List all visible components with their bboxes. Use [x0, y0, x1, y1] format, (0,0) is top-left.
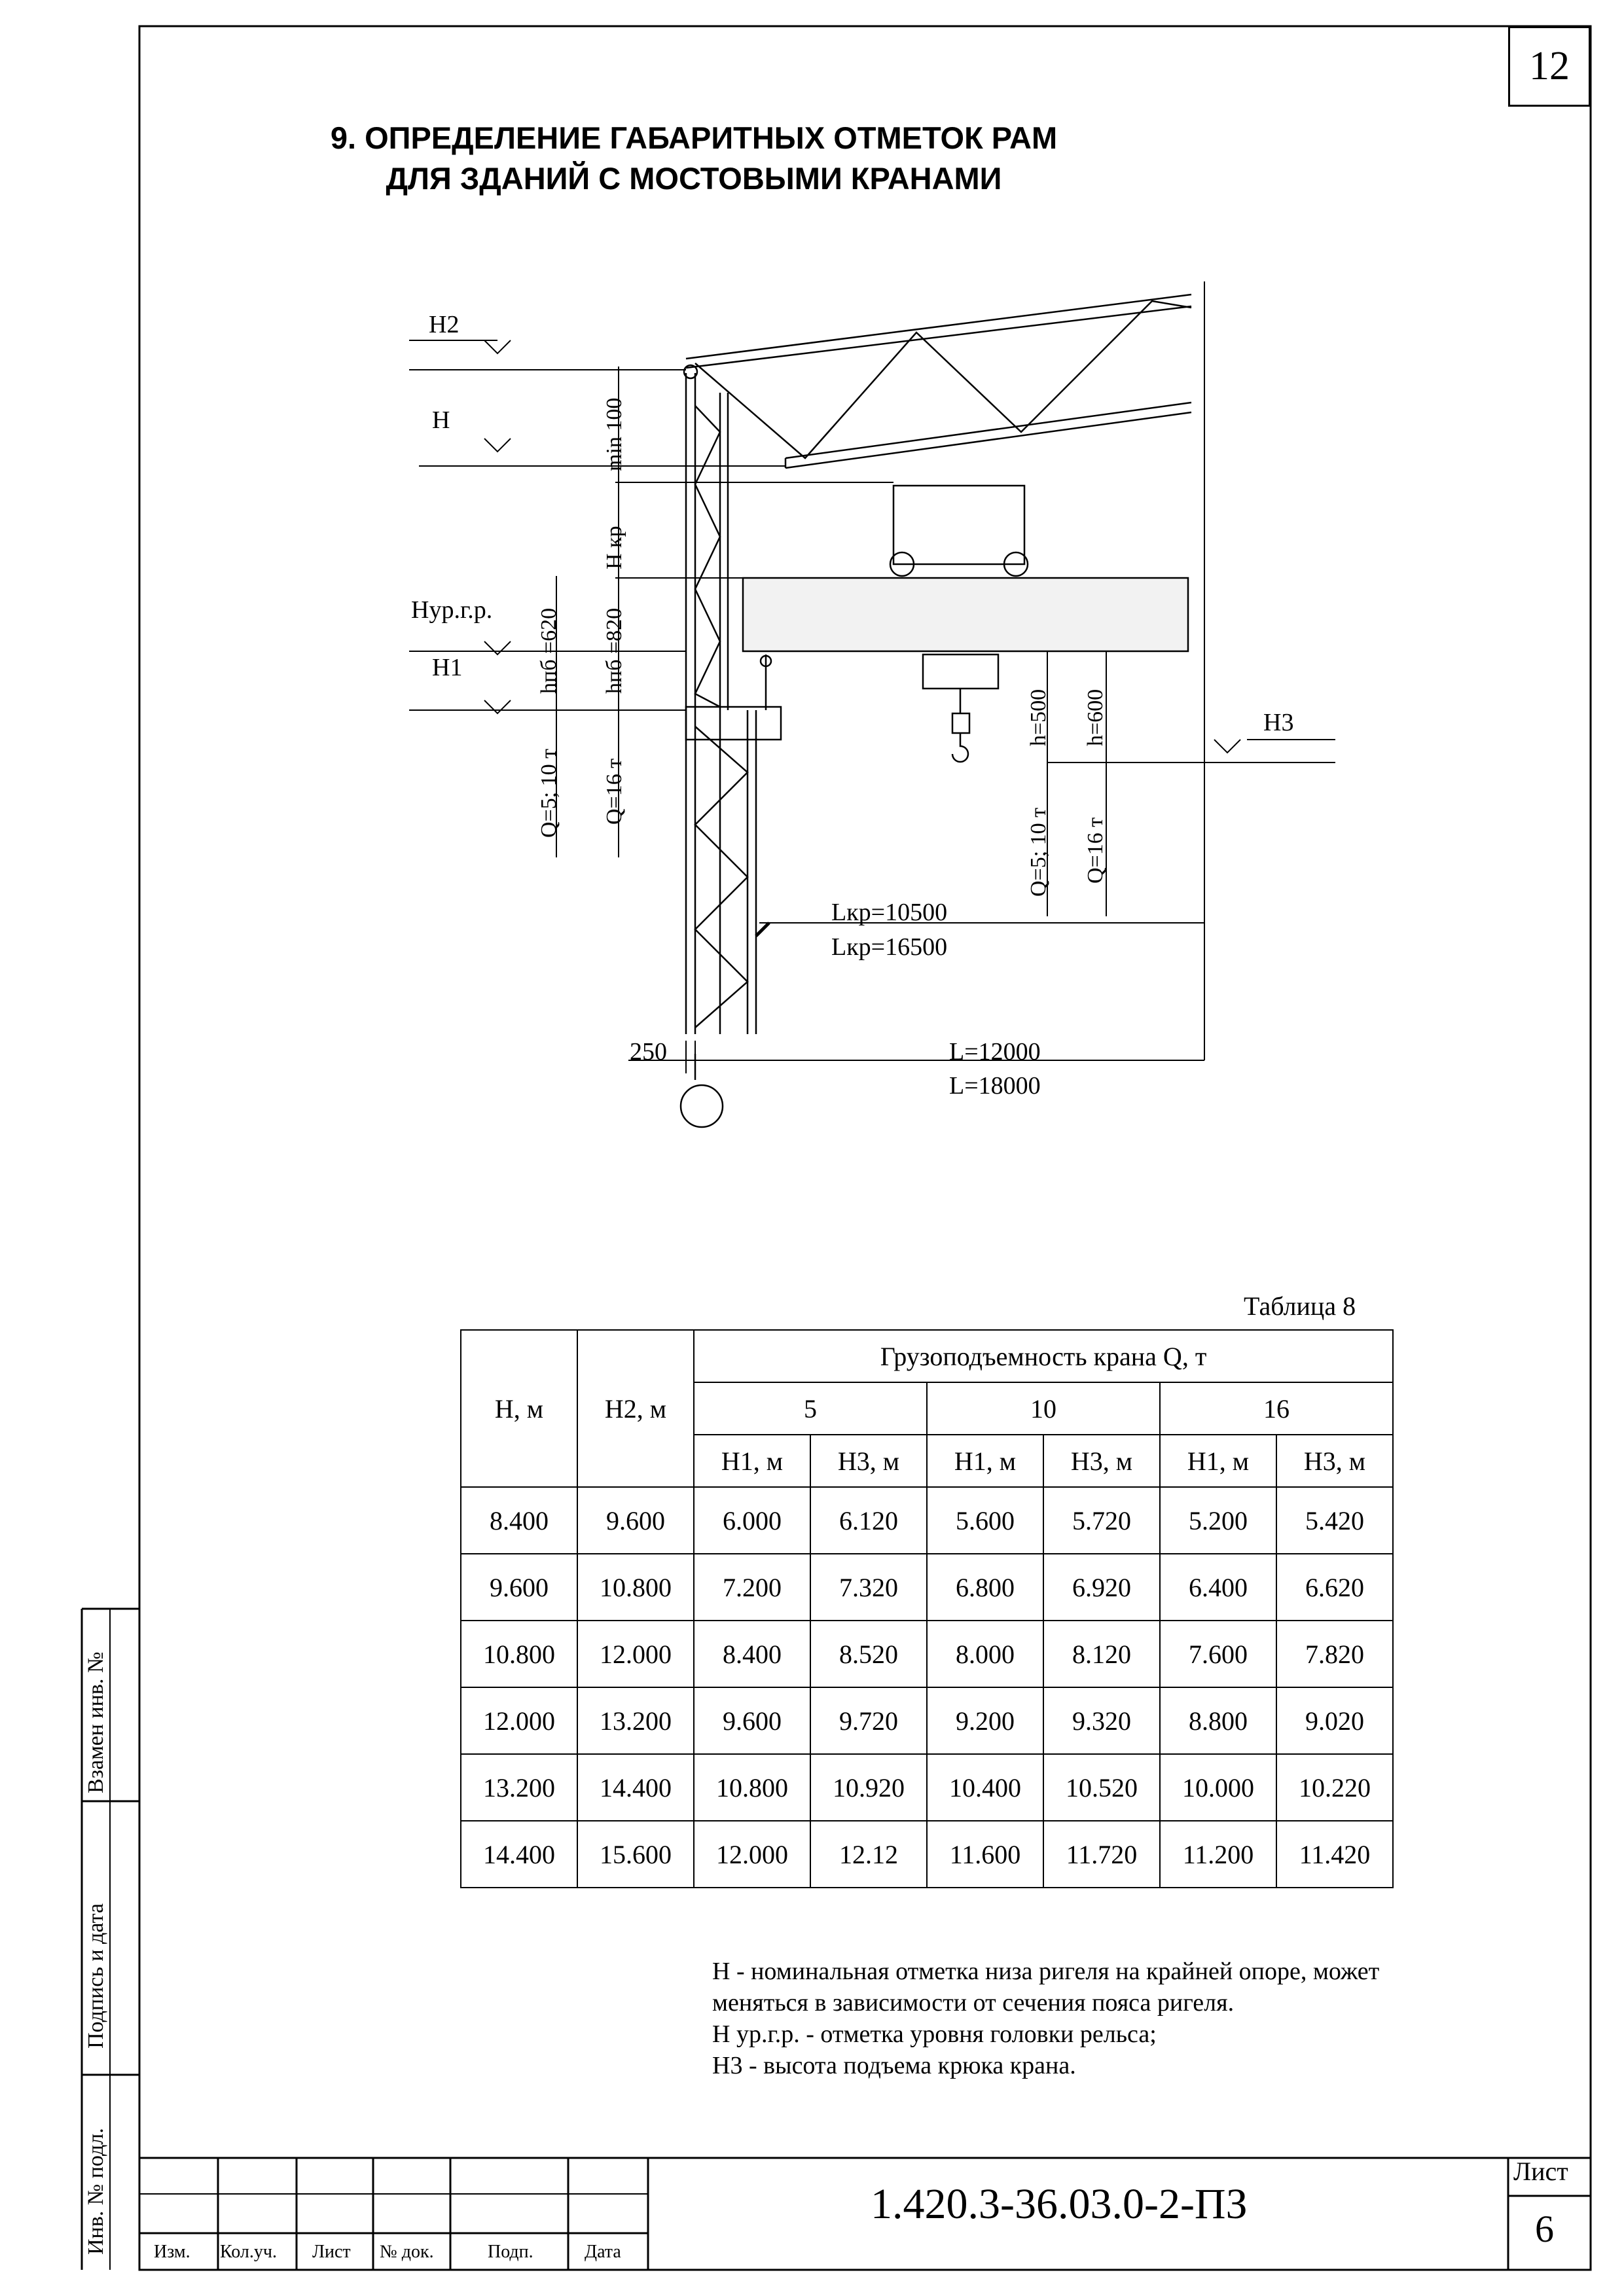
table-cell: 11.600 [927, 1821, 1043, 1888]
stamp-col-list: Лист [312, 2242, 351, 2262]
table-cell: 9.600 [694, 1687, 810, 1754]
table-cell: 5.600 [927, 1487, 1043, 1554]
table-cell: 7.600 [1160, 1621, 1276, 1687]
table-cell: 14.400 [461, 1821, 577, 1888]
table-cell: 12.000 [577, 1621, 694, 1687]
sheet-label: Лист [1513, 2157, 1568, 2186]
stamp-col-kolvo: Кол.уч. [220, 2242, 277, 2262]
sub-header: H3, м [810, 1435, 927, 1487]
sheet-number: 6 [1535, 2208, 1554, 2250]
table-cell: 10.000 [1160, 1754, 1276, 1821]
table-cell: 9.320 [1043, 1687, 1160, 1754]
table-cell: 8.120 [1043, 1621, 1160, 1687]
note-line: H - номинальная отметка низа ригеля на крайней опоре, может [712, 1958, 1380, 1985]
table-cell: 13.200 [577, 1687, 694, 1754]
col-header-h2: H2, м [577, 1330, 694, 1487]
table-cell: 10.520 [1043, 1754, 1160, 1821]
table-cell: 8.400 [694, 1621, 810, 1687]
label-hpb620: hпб =620 [537, 607, 561, 694]
stamp-col-izm: Изм. [154, 2242, 190, 2262]
table-cell: 15.600 [577, 1821, 694, 1888]
note-line: H3 - высота подъема крюка крана. [712, 2052, 1076, 2079]
title-line-2: ДЛЯ ЗДАНИЙ С МОСТОВЫМИ КРАНАМИ [386, 161, 1002, 196]
table-cell: 8.000 [927, 1621, 1043, 1687]
table-cell: 10.220 [1276, 1754, 1393, 1821]
label-dim-250: 250 [630, 1038, 667, 1066]
title-line-1: 9. ОПРЕДЕЛЕНИЕ ГАБАРИТНЫХ ОТМЕТОК РАМ [330, 120, 1058, 155]
table-cell: 5.200 [1160, 1487, 1276, 1554]
legend-notes [712, 1956, 1379, 2081]
table-cell: 9.200 [927, 1687, 1043, 1754]
table-cell: 6.800 [927, 1554, 1043, 1621]
capacity-10: 10 [927, 1382, 1160, 1435]
table-cell: 6.920 [1043, 1554, 1160, 1621]
table-cell: 14.400 [577, 1754, 694, 1821]
label-h1: H1 [432, 654, 463, 681]
sub-header: H3, м [1043, 1435, 1160, 1487]
capacity-5: 5 [694, 1382, 927, 1435]
label-h-kr: H кр [602, 526, 626, 569]
sub-header: H1, м [694, 1435, 810, 1487]
table-cell: 7.820 [1276, 1621, 1393, 1687]
label-l-2: L=18000 [949, 1072, 1041, 1100]
table-cell: 12.12 [810, 1821, 927, 1888]
elevation-table [460, 1329, 1394, 1888]
table-cell: 8.520 [810, 1621, 927, 1687]
table-cell: 8.400 [461, 1487, 577, 1554]
table-cell: 8.800 [1160, 1687, 1276, 1754]
table-row [461, 1621, 1393, 1687]
table-cell: 10.920 [810, 1754, 927, 1821]
table-cell: 9.600 [577, 1487, 694, 1554]
table-row [461, 1754, 1393, 1821]
table-cell: 12.000 [461, 1687, 577, 1754]
label-q-left-1: Q=5; 10 т [537, 748, 561, 838]
table-cell: 9.020 [1276, 1687, 1393, 1754]
sub-header: H3, м [1276, 1435, 1393, 1487]
label-l-1: L=12000 [949, 1038, 1041, 1066]
label-h2: H2 [429, 311, 460, 338]
table-cell: 13.200 [461, 1754, 577, 1821]
side-label-inv: Инв. № подл. [84, 2128, 108, 2255]
side-label-vzamen: Взамен инв. № [84, 1651, 108, 1793]
table-cell: 10.800 [577, 1554, 694, 1621]
label-lkr-2: Lкр=16500 [831, 933, 948, 961]
capacity-16: 16 [1160, 1382, 1393, 1435]
page-number: 12 [1508, 26, 1591, 107]
col-header-h: H, м [461, 1330, 577, 1487]
table-row [461, 1821, 1393, 1888]
label-h: H [432, 406, 450, 434]
table-cell: 12.000 [694, 1821, 810, 1888]
stamp-col-podp: Подп. [488, 2242, 533, 2262]
document-code: 1.420.3-36.03.0-2-ПЗ [871, 2180, 1248, 2228]
table-cell: 7.320 [810, 1554, 927, 1621]
table-cell: 6.400 [1160, 1554, 1276, 1621]
label-lkr-1: Lкр=10500 [831, 899, 948, 926]
label-h-rail: Hур.г.р. [411, 596, 493, 624]
stamp-col-data: Дата [585, 2242, 621, 2262]
table-cell: 10.800 [461, 1621, 577, 1687]
label-q-right-1: Q=5; 10 т [1026, 807, 1051, 897]
sub-header: H1, м [1160, 1435, 1276, 1487]
table-cell: 5.420 [1276, 1487, 1393, 1554]
label-q-right-2: Q=16 т [1083, 817, 1108, 884]
label-q-left-2: Q=16 т [602, 758, 626, 825]
label-hpb820: hпб =820 [602, 607, 626, 694]
table-cell: 11.420 [1276, 1821, 1393, 1888]
table-cell: 11.200 [1160, 1821, 1276, 1888]
label-h3: H3 [1263, 709, 1294, 736]
stamp-col-doc: № док. [380, 2242, 434, 2262]
table-cell: 11.720 [1043, 1821, 1160, 1888]
table-row [461, 1487, 1393, 1554]
table-cell: 7.200 [694, 1554, 810, 1621]
table-cell: 6.620 [1276, 1554, 1393, 1621]
table-row [461, 1554, 1393, 1621]
label-h600: h=600 [1083, 689, 1108, 746]
table-cell: 10.800 [694, 1754, 810, 1821]
table-cell: 5.720 [1043, 1487, 1160, 1554]
label-min100: min 100 [602, 397, 626, 471]
table-caption: Таблица 8 [1244, 1291, 1356, 1321]
note-line: H ур.г.р. - отметка уровня головки рельса; [712, 2020, 1157, 2048]
table-cell: 6.000 [694, 1487, 810, 1554]
note-line: меняться в зависимости от сечения пояса ригеля. [712, 1989, 1235, 2017]
sub-header: H1, м [927, 1435, 1043, 1487]
side-label-podpis: Подпись и дата [84, 1903, 108, 2049]
table-row [461, 1687, 1393, 1754]
table-cell: 6.120 [810, 1487, 927, 1554]
label-h500: h=500 [1026, 689, 1051, 746]
table-cell: 9.720 [810, 1687, 927, 1754]
group-header: Грузоподъемность крана Q, т [694, 1330, 1393, 1382]
table-cell: 10.400 [927, 1754, 1043, 1821]
table-cell: 9.600 [461, 1554, 577, 1621]
